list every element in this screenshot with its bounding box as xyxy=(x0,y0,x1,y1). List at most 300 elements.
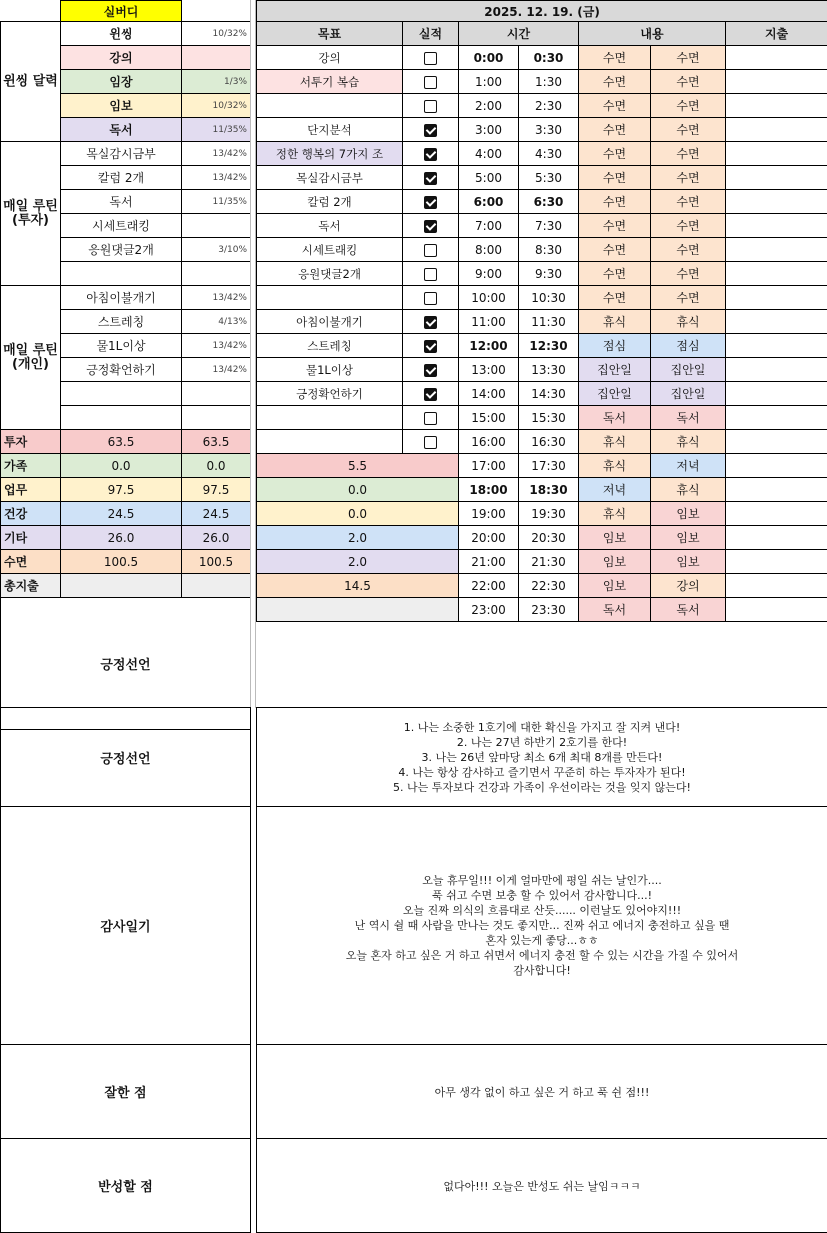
content-second[interactable]: 수면 xyxy=(651,142,726,166)
summary-goal-value xyxy=(257,598,459,622)
time-start: 4:00 xyxy=(459,142,519,166)
time-row xyxy=(257,382,827,406)
content-first[interactable]: 수면 xyxy=(579,46,651,70)
summary-value-b xyxy=(182,574,251,598)
time-half: 4:30 xyxy=(519,142,579,166)
content-first[interactable]: 휴식 xyxy=(579,430,651,454)
date-header: 2025. 12. 19. (금) xyxy=(257,1,827,22)
goal-cell: 스트레칭 xyxy=(257,334,403,358)
goal-checkbox[interactable] xyxy=(424,268,437,281)
header-goal-result: 실적 xyxy=(403,22,459,46)
goal-check-cell xyxy=(403,358,459,382)
content-second[interactable]: 수면 xyxy=(651,238,726,262)
content-first[interactable]: 집안일 xyxy=(579,382,651,406)
expense-cell[interactable] xyxy=(726,70,827,94)
left-item: 칼럼 2개 xyxy=(61,166,182,190)
content-second[interactable]: 수면 xyxy=(651,190,726,214)
right-table xyxy=(256,0,827,622)
content-second[interactable]: 휴식 xyxy=(651,478,726,502)
left-item: 스트레칭 xyxy=(61,310,182,334)
header-time: 시간 xyxy=(459,22,579,46)
time-start: 20:00 xyxy=(459,526,519,550)
goal-cell: 정한 행복의 7가지 조 xyxy=(257,142,403,166)
well-done-label: 잘한 점 xyxy=(1,1045,251,1139)
content-first[interactable]: 수면 xyxy=(579,142,651,166)
goal-cell: 아침이불개기 xyxy=(257,310,403,334)
expense-cell[interactable] xyxy=(726,574,827,598)
content-second[interactable]: 수면 xyxy=(651,214,726,238)
time-row xyxy=(257,454,827,478)
goal-check-cell xyxy=(403,286,459,310)
expense-cell[interactable] xyxy=(726,214,827,238)
reflection-table xyxy=(0,707,827,1233)
goal-cell xyxy=(257,94,403,118)
content-first[interactable]: 휴식 xyxy=(579,454,651,478)
goal-cell: 시세트래킹 xyxy=(257,238,403,262)
content-first[interactable]: 휴식 xyxy=(579,310,651,334)
content-first[interactable]: 수면 xyxy=(579,166,651,190)
time-half: 7:30 xyxy=(519,214,579,238)
expense-cell[interactable] xyxy=(726,118,827,142)
goal-checkbox[interactable] xyxy=(424,316,437,329)
goal-cell: 물1L이상 xyxy=(257,358,403,382)
left-result: 13/42% xyxy=(182,358,251,382)
time-row xyxy=(257,478,827,502)
time-half: 3:30 xyxy=(519,118,579,142)
summary-row xyxy=(1,574,251,598)
summary-goal-value: 5.5 xyxy=(257,454,459,478)
time-start: 9:00 xyxy=(459,262,519,286)
time-half: 5:30 xyxy=(519,166,579,190)
time-row xyxy=(257,598,827,622)
goal-checkbox[interactable] xyxy=(424,340,437,353)
affirmation-label-cell: 긍정선언 xyxy=(1,708,251,807)
time-half: 18:30 xyxy=(519,478,579,502)
summary-row xyxy=(1,502,251,526)
summary-goal-value: 2.0 xyxy=(257,550,459,574)
expense-cell[interactable] xyxy=(726,262,827,286)
content-first[interactable]: 집안일 xyxy=(579,358,651,382)
goal-cell: 강의 xyxy=(257,46,403,70)
expense-cell[interactable] xyxy=(726,238,827,262)
affirmation-line: 1. 나는 소중한 1호기에 대한 확신을 가지고 잘 지켜 낸다! xyxy=(257,720,827,735)
time-row xyxy=(257,142,827,166)
gratitude-line: 오늘 진짜 의식의 흐름대로 산듯...... 이런날도 있어야지!!! xyxy=(257,903,827,918)
time-half: 12:30 xyxy=(519,334,579,358)
time-row xyxy=(257,94,827,118)
goal-check-cell xyxy=(403,118,459,142)
left-result xyxy=(182,406,251,430)
time-row xyxy=(257,214,827,238)
time-row xyxy=(257,118,827,142)
left-item: 독서 xyxy=(61,190,182,214)
content-second[interactable]: 수면 xyxy=(651,70,726,94)
content-second[interactable]: 임보 xyxy=(651,526,726,550)
content-first[interactable]: 수면 xyxy=(579,214,651,238)
time-start: 17:00 xyxy=(459,454,519,478)
content-second[interactable]: 휴식 xyxy=(651,430,726,454)
affirmation-line: 2. 나는 27년 하반기 2호기를 한다! xyxy=(257,735,827,750)
content-second[interactable]: 임보 xyxy=(651,502,726,526)
summary-value-b: 97.5 xyxy=(182,478,251,502)
summary-row xyxy=(1,550,251,574)
time-half: 9:30 xyxy=(519,262,579,286)
goal-check-cell xyxy=(403,262,459,286)
header-goal: 목표 xyxy=(257,22,403,46)
well-done-text: 아무 생각 없이 하고 싶은 거 하고 푹 쉰 점!!! xyxy=(257,1045,827,1139)
goal-cell: 응원댓글2개 xyxy=(257,262,403,286)
time-half: 23:30 xyxy=(519,598,579,622)
goal-check-cell xyxy=(403,238,459,262)
summary-label: 기타 xyxy=(1,526,61,550)
left-item: 물1L이상 xyxy=(61,334,182,358)
time-start: 6:00 xyxy=(459,190,519,214)
affirmation-text xyxy=(257,708,827,807)
content-second[interactable]: 독서 xyxy=(651,406,726,430)
expense-cell[interactable] xyxy=(726,190,827,214)
affirmation-line: 5. 나는 투자보다 건강과 가족이 우선이라는 것을 잊지 않는다! xyxy=(257,780,827,795)
content-second[interactable]: 강의 xyxy=(651,574,726,598)
expense-cell[interactable] xyxy=(726,142,827,166)
expense-cell[interactable] xyxy=(726,598,827,622)
gratitude-line: 오늘 혼자 하고 싶은 거 하고 쉬면서 에너지 충전 할 수 있는 시간을 가질 수 있어서 xyxy=(257,948,827,963)
content-second[interactable]: 집안일 xyxy=(651,382,726,406)
left-item: 시세트래킹 xyxy=(61,214,182,238)
goal-cell: 단지분석 xyxy=(257,118,403,142)
summary-value-a: 26.0 xyxy=(61,526,182,550)
gratitude-line: 감사합니다! xyxy=(257,963,827,978)
summary-value-a xyxy=(61,574,182,598)
summary-goal-value: 0.0 xyxy=(257,502,459,526)
content-second[interactable]: 수면 xyxy=(651,166,726,190)
time-start: 13:00 xyxy=(459,358,519,382)
left-item: 윈씽 xyxy=(61,22,182,46)
left-row xyxy=(1,142,251,166)
time-half: 1:30 xyxy=(519,70,579,94)
summary-value-a: 100.5 xyxy=(61,550,182,574)
summary-value-a: 0.0 xyxy=(61,454,182,478)
time-row xyxy=(257,358,827,382)
summary-value-b: 26.0 xyxy=(182,526,251,550)
content-second[interactable]: 수면 xyxy=(651,94,726,118)
content-second[interactable]: 수면 xyxy=(651,46,726,70)
time-start: 1:00 xyxy=(459,70,519,94)
time-half: 0:30 xyxy=(519,46,579,70)
expense-cell[interactable] xyxy=(726,334,827,358)
content-second[interactable]: 수면 xyxy=(651,262,726,286)
goal-cell: 목실감시금부 xyxy=(257,166,403,190)
summary-row xyxy=(1,478,251,502)
time-half: 13:30 xyxy=(519,358,579,382)
goal-check-cell xyxy=(403,310,459,334)
goal-checkbox[interactable] xyxy=(424,100,437,113)
reflection-label: 반성할 점 xyxy=(1,1139,251,1233)
expense-cell[interactable] xyxy=(726,310,827,334)
content-first[interactable]: 독서 xyxy=(579,406,651,430)
content-first[interactable]: 점심 xyxy=(579,334,651,358)
content-first[interactable]: 임보 xyxy=(579,526,651,550)
goal-check-cell xyxy=(403,382,459,406)
left-result xyxy=(182,262,251,286)
summary-label: 총지출 xyxy=(1,574,61,598)
goal-check-cell xyxy=(403,214,459,238)
content-second[interactable]: 점심 xyxy=(651,334,726,358)
time-row xyxy=(257,166,827,190)
time-row xyxy=(257,574,827,598)
gratitude-line: 혼자 있는게 좋당...ㅎㅎ xyxy=(257,933,827,948)
summary-row xyxy=(1,430,251,454)
goal-checkbox[interactable] xyxy=(424,148,437,161)
time-half: 14:30 xyxy=(519,382,579,406)
goal-cell: 서투기 복습 xyxy=(257,70,403,94)
left-result: 3/10% xyxy=(182,238,251,262)
goal-cell: 독서 xyxy=(257,214,403,238)
gratitude-text xyxy=(257,807,827,1045)
goal-check-cell xyxy=(403,94,459,118)
goal-checkbox[interactable] xyxy=(424,292,437,305)
time-half: 6:30 xyxy=(519,190,579,214)
goal-cell: 칼럼 2개 xyxy=(257,190,403,214)
goal-check-cell xyxy=(403,46,459,70)
time-half: 2:30 xyxy=(519,94,579,118)
time-start: 21:00 xyxy=(459,550,519,574)
summary-row xyxy=(1,526,251,550)
time-row xyxy=(257,190,827,214)
expense-cell[interactable] xyxy=(726,478,827,502)
time-start: 14:00 xyxy=(459,382,519,406)
goal-cell xyxy=(257,286,403,310)
goal-check-cell xyxy=(403,166,459,190)
time-start: 12:00 xyxy=(459,334,519,358)
left-result: 13/42% xyxy=(182,334,251,358)
expense-cell[interactable] xyxy=(726,502,827,526)
goal-checkbox[interactable] xyxy=(424,124,437,137)
time-half: 17:30 xyxy=(519,454,579,478)
left-result: 10/32% xyxy=(182,22,251,46)
time-half: 19:30 xyxy=(519,502,579,526)
expense-cell[interactable] xyxy=(726,526,827,550)
time-row xyxy=(257,526,827,550)
content-first[interactable]: 휴식 xyxy=(579,502,651,526)
time-row xyxy=(257,70,827,94)
left-result: 1/3% xyxy=(182,70,251,94)
left-item: 독서 xyxy=(61,118,182,142)
content-first[interactable]: 수면 xyxy=(579,118,651,142)
expense-cell[interactable] xyxy=(726,94,827,118)
left-row xyxy=(1,22,251,46)
left-item: 목실감시금부 xyxy=(61,142,182,166)
left-result: 13/42% xyxy=(182,166,251,190)
summary-value-b: 100.5 xyxy=(182,550,251,574)
left-item xyxy=(61,382,182,406)
goal-checkbox[interactable] xyxy=(424,76,437,89)
time-start: 15:00 xyxy=(459,406,519,430)
time-start: 0:00 xyxy=(459,46,519,70)
content-first[interactable]: 수면 xyxy=(579,238,651,262)
affirmation-label: 긍정선언 xyxy=(1,598,251,730)
affirmation-line: 4. 나는 항상 감사하고 즐기면서 꾸준히 하는 투자자가 된다! xyxy=(257,765,827,780)
goal-cell: 긍정확언하기 xyxy=(257,382,403,406)
expense-cell[interactable] xyxy=(726,430,827,454)
goal-check-cell xyxy=(403,406,459,430)
expense-cell[interactable] xyxy=(726,454,827,478)
left-result: 13/42% xyxy=(182,286,251,310)
summary-value-a: 97.5 xyxy=(61,478,182,502)
gratitude-label: 감사일기 xyxy=(1,807,251,1045)
summary-label: 건강 xyxy=(1,502,61,526)
content-first[interactable]: 수면 xyxy=(579,286,651,310)
time-half: 11:30 xyxy=(519,310,579,334)
time-start: 2:00 xyxy=(459,94,519,118)
left-item: 임장 xyxy=(61,70,182,94)
goal-checkbox[interactable] xyxy=(424,52,437,65)
goal-check-cell xyxy=(403,142,459,166)
left-result: 11/35% xyxy=(182,118,251,142)
goal-check-cell xyxy=(403,430,459,454)
goal-checkbox[interactable] xyxy=(424,412,437,425)
time-start: 16:00 xyxy=(459,430,519,454)
reflection-text: 없다아!!! 오늘은 반성도 쉬는 날임ㅋㅋㅋ xyxy=(257,1139,827,1233)
header-content: 내용 xyxy=(579,22,726,46)
left-row xyxy=(1,286,251,310)
content-first[interactable]: 수면 xyxy=(579,262,651,286)
goal-check-cell xyxy=(403,334,459,358)
expense-cell[interactable] xyxy=(726,358,827,382)
content-second[interactable]: 휴식 xyxy=(651,310,726,334)
title-empty-2 xyxy=(182,1,251,22)
goal-checkbox[interactable] xyxy=(424,220,437,233)
gratitude-line: 난 역시 쉴 때 사람을 만나는 것도 좋지만... 진짜 쉬고 에너지 충전하고 싶을 땐 xyxy=(257,918,827,933)
left-item xyxy=(61,406,182,430)
left-result: 10/32% xyxy=(182,94,251,118)
time-start: 23:00 xyxy=(459,598,519,622)
summary-value-b: 24.5 xyxy=(182,502,251,526)
goal-check-cell xyxy=(403,70,459,94)
time-start: 5:00 xyxy=(459,166,519,190)
expense-cell[interactable] xyxy=(726,46,827,70)
content-second[interactable]: 독서 xyxy=(651,598,726,622)
goal-checkbox[interactable] xyxy=(424,172,437,185)
left-item: 임보 xyxy=(61,94,182,118)
summary-value-a: 24.5 xyxy=(61,502,182,526)
time-row xyxy=(257,286,827,310)
content-first[interactable]: 독서 xyxy=(579,598,651,622)
content-first[interactable]: 수면 xyxy=(579,190,651,214)
group-invest-routine: 매일 루틴 (투자) xyxy=(1,142,61,286)
summary-value-b: 63.5 xyxy=(182,430,251,454)
expense-cell[interactable] xyxy=(726,286,827,310)
content-first[interactable]: 수면 xyxy=(579,70,651,94)
summary-label: 투자 xyxy=(1,430,61,454)
time-half: 10:30 xyxy=(519,286,579,310)
expense-cell[interactable] xyxy=(726,166,827,190)
time-start: 19:00 xyxy=(459,502,519,526)
left-item: 아침이불개기 xyxy=(61,286,182,310)
content-second[interactable]: 저녁 xyxy=(651,454,726,478)
content-first[interactable]: 임보 xyxy=(579,574,651,598)
left-result: 11/35% xyxy=(182,190,251,214)
content-second[interactable]: 수면 xyxy=(651,286,726,310)
time-half: 16:30 xyxy=(519,430,579,454)
left-result xyxy=(182,214,251,238)
time-row xyxy=(257,406,827,430)
summary-value-b: 0.0 xyxy=(182,454,251,478)
goal-checkbox[interactable] xyxy=(424,196,437,209)
expense-cell[interactable] xyxy=(726,550,827,574)
time-start: 10:00 xyxy=(459,286,519,310)
summary-goal-value: 2.0 xyxy=(257,526,459,550)
gratitude-line: 푹 쉬고 수면 보충 할 수 있어서 감사합니다...! xyxy=(257,888,827,903)
time-half: 15:30 xyxy=(519,406,579,430)
expense-cell[interactable] xyxy=(726,382,827,406)
time-row xyxy=(257,238,827,262)
goal-checkbox[interactable] xyxy=(424,388,437,401)
content-first[interactable]: 수면 xyxy=(579,94,651,118)
time-start: 8:00 xyxy=(459,238,519,262)
summary-goal-value: 0.0 xyxy=(257,478,459,502)
header-expense: 지출 xyxy=(726,22,827,46)
time-row xyxy=(257,502,827,526)
time-row xyxy=(257,310,827,334)
time-row xyxy=(257,334,827,358)
left-item: 긍정확언하기 xyxy=(61,358,182,382)
gratitude-line: 오늘 휴무일!!! 이게 얼마만에 평일 쉬는 날인가.... xyxy=(257,873,827,888)
group-personal-routine: 매일 루틴 (개인) xyxy=(1,286,61,430)
left-item: 강의 xyxy=(61,46,182,70)
summary-label: 업무 xyxy=(1,478,61,502)
goal-cell xyxy=(257,430,403,454)
content-first[interactable]: 저녁 xyxy=(579,478,651,502)
time-row xyxy=(257,46,827,70)
goal-check-cell xyxy=(403,190,459,214)
left-result: 13/42% xyxy=(182,142,251,166)
goal-checkbox[interactable] xyxy=(424,436,437,449)
goal-checkbox[interactable] xyxy=(424,364,437,377)
left-result xyxy=(182,46,251,70)
left-item xyxy=(61,262,182,286)
time-start: 7:00 xyxy=(459,214,519,238)
time-half: 22:30 xyxy=(519,574,579,598)
title-empty xyxy=(1,1,61,22)
summary-value-a: 63.5 xyxy=(61,430,182,454)
expense-cell[interactable] xyxy=(726,406,827,430)
content-first[interactable]: 임보 xyxy=(579,550,651,574)
content-second[interactable]: 수면 xyxy=(651,118,726,142)
group-winsing: 윈씽 달력 xyxy=(1,22,61,142)
time-start: 18:00 xyxy=(459,478,519,502)
page-title: 실버디 xyxy=(61,1,182,22)
goal-checkbox[interactable] xyxy=(424,244,437,257)
time-start: 3:00 xyxy=(459,118,519,142)
time-half: 21:30 xyxy=(519,550,579,574)
left-item: 응원댓글2개 xyxy=(61,238,182,262)
left-result: 4/13% xyxy=(182,310,251,334)
goal-cell xyxy=(257,406,403,430)
time-row xyxy=(257,430,827,454)
summary-goal-value: 14.5 xyxy=(257,574,459,598)
time-half: 20:30 xyxy=(519,526,579,550)
left-table xyxy=(0,0,251,730)
time-row xyxy=(257,550,827,574)
time-start: 11:00 xyxy=(459,310,519,334)
content-second[interactable]: 집안일 xyxy=(651,358,726,382)
left-result xyxy=(182,382,251,406)
content-second[interactable]: 임보 xyxy=(651,550,726,574)
summary-row xyxy=(1,454,251,478)
summary-label: 수면 xyxy=(1,550,61,574)
time-row xyxy=(257,262,827,286)
time-half: 8:30 xyxy=(519,238,579,262)
